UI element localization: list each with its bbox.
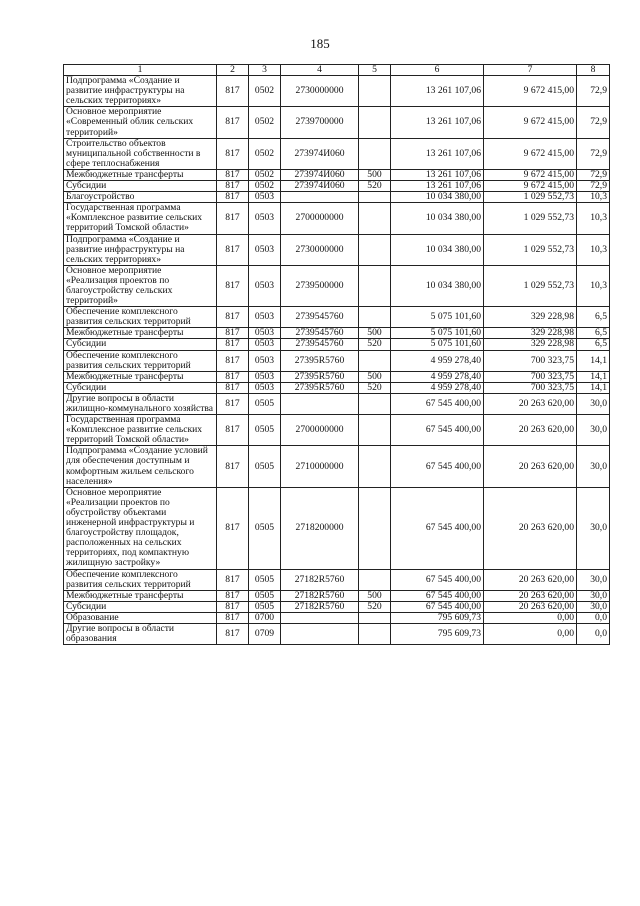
row-name: Благоустройство: [64, 192, 217, 203]
table-row: [64, 612, 610, 623]
row-expense-type: 500: [359, 371, 391, 382]
row-execution-percent: 72,9: [577, 138, 610, 169]
row-target-article: 27182R5760: [281, 569, 359, 590]
row-expense-type: [359, 393, 391, 414]
table-row: [64, 339, 610, 350]
row-target-article: 27395R5760: [281, 382, 359, 393]
row-target-article: 2739545760: [281, 339, 359, 350]
row-executed-amount: 700 323,75: [484, 371, 577, 382]
row-ministry-code: 817: [217, 76, 249, 107]
row-section-code: 0503: [249, 203, 281, 234]
row-executed-amount: 1 029 552,73: [484, 192, 577, 203]
row-name: Образование: [64, 612, 217, 623]
row-section-code: 0503: [249, 382, 281, 393]
row-name: Строительство объектов муниципальной собственности в сфере теплоснабжения: [64, 138, 217, 169]
table-row: [64, 138, 610, 169]
row-execution-percent: 14,1: [577, 350, 610, 371]
row-target-article: 2739500000: [281, 265, 359, 306]
row-execution-percent: 10,3: [577, 203, 610, 234]
row-expense-type: 500: [359, 590, 391, 601]
row-section-code: 0505: [249, 590, 281, 601]
row-execution-percent: 30,0: [577, 590, 610, 601]
column-header: 6: [391, 65, 484, 76]
row-expense-type: 500: [359, 169, 391, 180]
row-expense-type: [359, 138, 391, 169]
table-row: [64, 590, 610, 601]
row-section-code: 0502: [249, 107, 281, 138]
table-row: [64, 192, 610, 203]
row-expense-type: [359, 446, 391, 487]
row-ministry-code: 817: [217, 192, 249, 203]
row-planned-amount: 5 075 101,60: [391, 339, 484, 350]
row-target-article: 2700000000: [281, 203, 359, 234]
row-section-code: 0505: [249, 569, 281, 590]
row-planned-amount: 5 075 101,60: [391, 307, 484, 328]
row-name: Подпрограмма «Создание и развитие инфраструктуры на сельских территориях»: [64, 234, 217, 265]
row-target-article: 27395R5760: [281, 371, 359, 382]
row-execution-percent: 6,5: [577, 307, 610, 328]
row-expense-type: [359, 265, 391, 306]
row-ministry-code: 817: [217, 382, 249, 393]
row-name: Межбюджетные трансферты: [64, 371, 217, 382]
row-section-code: 0503: [249, 328, 281, 339]
row-target-article: [281, 612, 359, 623]
row-executed-amount: 20 263 620,00: [484, 487, 577, 569]
table-row: [64, 446, 610, 487]
row-target-article: 2739700000: [281, 107, 359, 138]
row-planned-amount: 67 545 400,00: [391, 487, 484, 569]
table-row: [64, 393, 610, 414]
row-section-code: 0505: [249, 601, 281, 612]
row-execution-percent: 6,5: [577, 339, 610, 350]
row-section-code: 0709: [249, 623, 281, 644]
row-executed-amount: 9 672 415,00: [484, 181, 577, 192]
table-row: [64, 169, 610, 180]
row-executed-amount: 20 263 620,00: [484, 569, 577, 590]
row-expense-type: [359, 107, 391, 138]
table-header-row: [64, 65, 610, 76]
row-execution-percent: 10,3: [577, 192, 610, 203]
table-row: [64, 487, 610, 569]
row-execution-percent: 0,0: [577, 623, 610, 644]
row-expense-type: 500: [359, 328, 391, 339]
budget-table: [63, 64, 610, 645]
table-row: [64, 601, 610, 612]
row-executed-amount: 20 263 620,00: [484, 446, 577, 487]
row-executed-amount: 1 029 552,73: [484, 265, 577, 306]
row-section-code: 0505: [249, 393, 281, 414]
row-executed-amount: 1 029 552,73: [484, 234, 577, 265]
row-section-code: 0505: [249, 415, 281, 446]
row-name: Субсидии: [64, 339, 217, 350]
row-section-code: 0502: [249, 169, 281, 180]
row-section-code: 0502: [249, 181, 281, 192]
row-name: Подпрограмма «Создание и развитие инфраструктуры на сельских территориях»: [64, 76, 217, 107]
column-header: 3: [249, 65, 281, 76]
row-section-code: 0502: [249, 138, 281, 169]
row-execution-percent: 72,9: [577, 181, 610, 192]
row-name: Другие вопросы в области жилищно-коммунального хозяйства: [64, 393, 217, 414]
column-header: 4: [281, 65, 359, 76]
row-planned-amount: 795 609,73: [391, 623, 484, 644]
row-planned-amount: 10 034 380,00: [391, 265, 484, 306]
row-section-code: 0505: [249, 446, 281, 487]
row-expense-type: 520: [359, 339, 391, 350]
row-executed-amount: 329 228,98: [484, 307, 577, 328]
row-name: Межбюджетные трансферты: [64, 328, 217, 339]
row-ministry-code: 817: [217, 487, 249, 569]
row-expense-type: [359, 234, 391, 265]
row-target-article: 27182R5760: [281, 601, 359, 612]
row-executed-amount: 20 263 620,00: [484, 590, 577, 601]
row-ministry-code: 817: [217, 107, 249, 138]
column-header: 7: [484, 65, 577, 76]
row-execution-percent: 30,0: [577, 569, 610, 590]
row-section-code: 0503: [249, 307, 281, 328]
row-execution-percent: 72,9: [577, 76, 610, 107]
row-name: Обеспечение комплексного развития сельских территорий: [64, 307, 217, 328]
row-execution-percent: 14,1: [577, 371, 610, 382]
table-row: [64, 569, 610, 590]
row-executed-amount: 9 672 415,00: [484, 169, 577, 180]
column-header: 8: [577, 65, 610, 76]
row-target-article: 27182R5760: [281, 590, 359, 601]
row-section-code: 0503: [249, 265, 281, 306]
row-name: Межбюджетные трансферты: [64, 590, 217, 601]
row-planned-amount: 4 959 278,40: [391, 350, 484, 371]
row-execution-percent: 14,1: [577, 382, 610, 393]
row-target-article: [281, 393, 359, 414]
row-target-article: 2739545760: [281, 328, 359, 339]
row-target-article: 273974И060: [281, 138, 359, 169]
row-name: Субсидии: [64, 181, 217, 192]
row-name: Другие вопросы в области образования: [64, 623, 217, 644]
row-execution-percent: 10,3: [577, 234, 610, 265]
column-header: 5: [359, 65, 391, 76]
row-section-code: 0505: [249, 487, 281, 569]
row-executed-amount: 20 263 620,00: [484, 601, 577, 612]
table-row: [64, 623, 610, 644]
row-planned-amount: 10 034 380,00: [391, 192, 484, 203]
row-expense-type: 520: [359, 601, 391, 612]
row-expense-type: [359, 350, 391, 371]
row-ministry-code: 817: [217, 181, 249, 192]
row-planned-amount: 67 545 400,00: [391, 446, 484, 487]
row-ministry-code: 817: [217, 265, 249, 306]
table-row: [64, 328, 610, 339]
row-target-article: 273974И060: [281, 181, 359, 192]
row-expense-type: 520: [359, 181, 391, 192]
row-ministry-code: 817: [217, 590, 249, 601]
row-execution-percent: 30,0: [577, 415, 610, 446]
row-planned-amount: 13 261 107,06: [391, 169, 484, 180]
row-ministry-code: 817: [217, 203, 249, 234]
row-ministry-code: 817: [217, 169, 249, 180]
row-section-code: 0503: [249, 234, 281, 265]
row-ministry-code: 817: [217, 612, 249, 623]
column-header: 1: [64, 65, 217, 76]
row-planned-amount: 10 034 380,00: [391, 234, 484, 265]
row-ministry-code: 817: [217, 234, 249, 265]
row-section-code: 0503: [249, 350, 281, 371]
row-ministry-code: 817: [217, 307, 249, 328]
row-ministry-code: 817: [217, 446, 249, 487]
row-target-article: 2730000000: [281, 234, 359, 265]
table-row: [64, 234, 610, 265]
row-execution-percent: 6,5: [577, 328, 610, 339]
row-planned-amount: 67 545 400,00: [391, 393, 484, 414]
row-target-article: 2718200000: [281, 487, 359, 569]
row-section-code: 0503: [249, 371, 281, 382]
table-row: [64, 107, 610, 138]
row-executed-amount: 0,00: [484, 623, 577, 644]
row-expense-type: [359, 307, 391, 328]
row-expense-type: [359, 76, 391, 107]
table-row: [64, 181, 610, 192]
table-row: [64, 76, 610, 107]
row-executed-amount: 20 263 620,00: [484, 393, 577, 414]
row-ministry-code: 817: [217, 393, 249, 414]
table-row: [64, 307, 610, 328]
page-number: 185: [310, 36, 330, 51]
row-planned-amount: 67 545 400,00: [391, 569, 484, 590]
row-planned-amount: 4 959 278,40: [391, 371, 484, 382]
row-execution-percent: 10,3: [577, 265, 610, 306]
row-target-article: 2700000000: [281, 415, 359, 446]
row-planned-amount: 13 261 107,06: [391, 138, 484, 169]
row-expense-type: 520: [359, 382, 391, 393]
row-ministry-code: 817: [217, 371, 249, 382]
row-name: Субсидии: [64, 601, 217, 612]
row-name: Основное мероприятие «Современный облик сельских территорий»: [64, 107, 217, 138]
row-executed-amount: 700 323,75: [484, 350, 577, 371]
row-planned-amount: 67 545 400,00: [391, 415, 484, 446]
row-target-article: 2739545760: [281, 307, 359, 328]
row-planned-amount: 13 261 107,06: [391, 181, 484, 192]
row-expense-type: [359, 192, 391, 203]
row-ministry-code: 817: [217, 601, 249, 612]
row-name: Основное мероприятие «Реализация проектов по благоустройству сельских территорий»: [64, 265, 217, 306]
row-expense-type: [359, 569, 391, 590]
row-execution-percent: 72,9: [577, 107, 610, 138]
row-ministry-code: 817: [217, 328, 249, 339]
row-expense-type: [359, 415, 391, 446]
row-section-code: 0503: [249, 339, 281, 350]
row-planned-amount: 795 609,73: [391, 612, 484, 623]
row-executed-amount: 329 228,98: [484, 339, 577, 350]
row-section-code: 0502: [249, 76, 281, 107]
table-row: [64, 203, 610, 234]
row-planned-amount: 13 261 107,06: [391, 76, 484, 107]
row-name: Обеспечение комплексного развития сельских территорий: [64, 350, 217, 371]
table-row: [64, 265, 610, 306]
row-planned-amount: 67 545 400,00: [391, 601, 484, 612]
row-name: Государственная программа «Комплексное развитие сельских территорий Томской области»: [64, 415, 217, 446]
table-row: [64, 350, 610, 371]
row-expense-type: [359, 612, 391, 623]
row-name: Государственная программа «Комплексное развитие сельских территорий Томской области»: [64, 203, 217, 234]
row-ministry-code: 817: [217, 623, 249, 644]
row-name: Межбюджетные трансферты: [64, 169, 217, 180]
table-row: [64, 371, 610, 382]
row-name: Подпрограмма «Создание условий для обеспечения доступным и комфортным жильем сельского населения»: [64, 446, 217, 487]
row-execution-percent: 30,0: [577, 446, 610, 487]
row-executed-amount: 9 672 415,00: [484, 138, 577, 169]
row-target-article: 273974И060: [281, 169, 359, 180]
row-executed-amount: 20 263 620,00: [484, 415, 577, 446]
row-executed-amount: 1 029 552,73: [484, 203, 577, 234]
table-row: [64, 382, 610, 393]
row-execution-percent: 30,0: [577, 393, 610, 414]
row-target-article: [281, 192, 359, 203]
row-execution-percent: 30,0: [577, 487, 610, 569]
row-executed-amount: 9 672 415,00: [484, 76, 577, 107]
row-target-article: 2730000000: [281, 76, 359, 107]
row-target-article: 27395R5760: [281, 350, 359, 371]
row-name: Обеспечение комплексного развития сельских территорий: [64, 569, 217, 590]
row-execution-percent: 0,0: [577, 612, 610, 623]
row-planned-amount: 10 034 380,00: [391, 203, 484, 234]
row-ministry-code: 817: [217, 339, 249, 350]
row-executed-amount: 329 228,98: [484, 328, 577, 339]
row-expense-type: [359, 203, 391, 234]
row-section-code: 0503: [249, 192, 281, 203]
row-ministry-code: 817: [217, 138, 249, 169]
row-planned-amount: 4 959 278,40: [391, 382, 484, 393]
row-target-article: 2710000000: [281, 446, 359, 487]
row-ministry-code: 817: [217, 350, 249, 371]
row-executed-amount: 700 323,75: [484, 382, 577, 393]
column-header: 2: [217, 65, 249, 76]
row-expense-type: [359, 487, 391, 569]
row-ministry-code: 817: [217, 415, 249, 446]
table-row: [64, 415, 610, 446]
row-section-code: 0700: [249, 612, 281, 623]
row-ministry-code: 817: [217, 569, 249, 590]
row-planned-amount: 5 075 101,60: [391, 328, 484, 339]
row-expense-type: [359, 623, 391, 644]
row-planned-amount: 67 545 400,00: [391, 590, 484, 601]
row-executed-amount: 9 672 415,00: [484, 107, 577, 138]
row-executed-amount: 0,00: [484, 612, 577, 623]
row-execution-percent: 72,9: [577, 169, 610, 180]
row-name: Основное мероприятие «Реализации проектов по обустройству объектами инженерной инфраструктуры и благоустройству площадок, расположенных на сельских территориях, под компактную жилищную застройку»: [64, 487, 217, 569]
row-name: Субсидии: [64, 382, 217, 393]
row-planned-amount: 13 261 107,06: [391, 107, 484, 138]
row-execution-percent: 30,0: [577, 601, 610, 612]
row-target-article: [281, 623, 359, 644]
